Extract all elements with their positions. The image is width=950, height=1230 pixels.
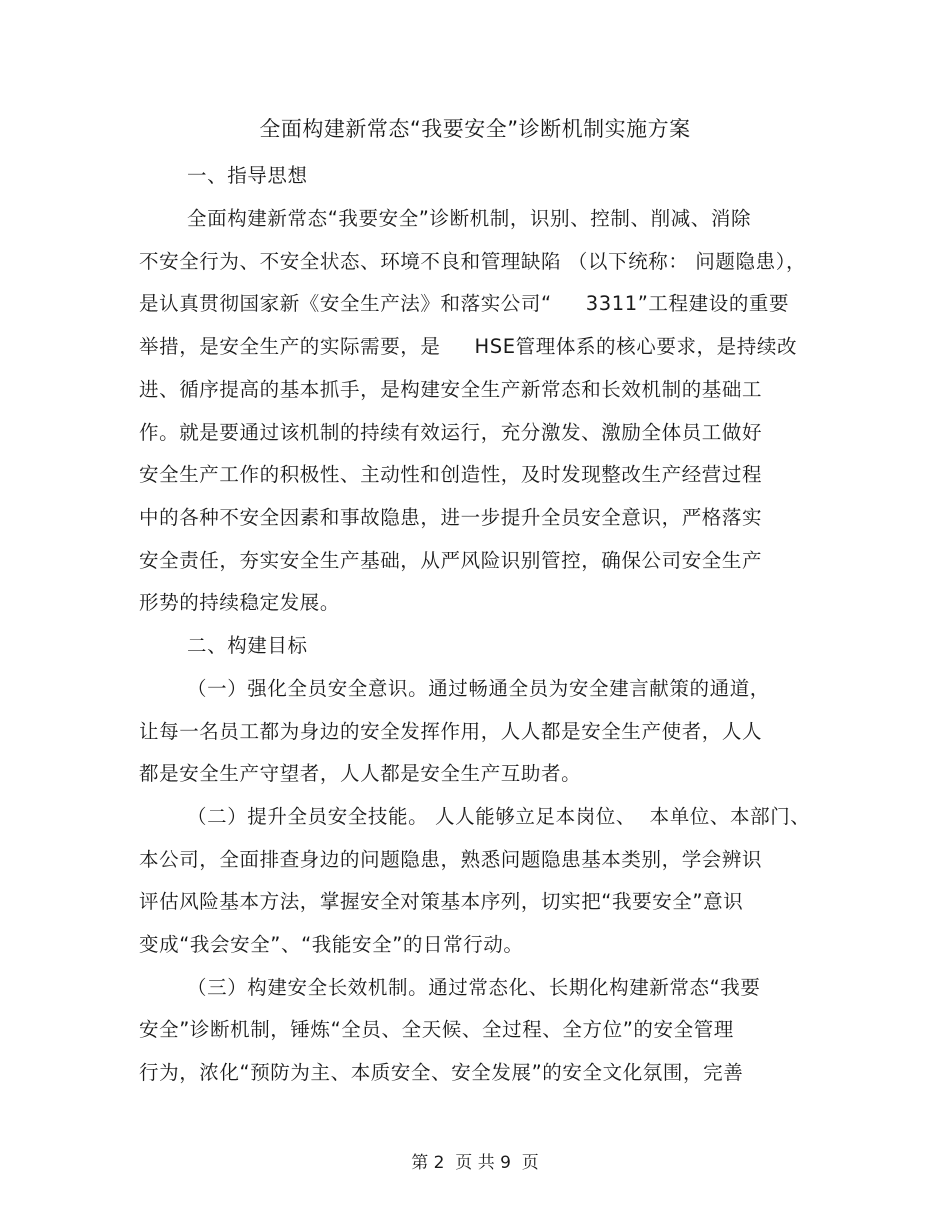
section-heading-guiding-thought: 一、指导思想 [187,164,308,187]
paragraph-line: （二）提升全员安全技能。 人人能够立足本岗位、 本单位、本部门、 [187,805,811,828]
paragraph-line: 举措，是安全生产的实际需要，是 HSE管理体系的核心要求，是持续改 [139,335,798,358]
paragraph-line: 评估风险基本方法，掌握安全对策基本序列，切实把“我要安全”意识 [139,890,744,913]
paragraph-line: 中的各种不安全因素和事故隐患，进一步提升全员安全意识，严格落实 [139,506,763,529]
paragraph-line: （一）强化全员安全意识。通过畅通全员为安全建言献策的通道， [187,677,770,700]
paragraph-line: 变成“我会安全”、“我能安全”的日常行动。 [139,933,524,956]
paragraph-line: 作。就是要通过该机制的持续有效运行，充分激发、激励全体员工做好 [139,421,763,444]
document-title: 全面构建新常态“我要安全”诊断机制实施方案 [259,117,691,141]
paragraph-line: 都是安全生产守望者，人人都是安全生产互助者。 [139,762,582,785]
paragraph-line: 安全生产工作的积极性、主动性和创造性，及时发现整改生产经营过程 [139,463,763,486]
paragraph-line: 安全”诊断机制，锤炼“全员、全天候、全过程、全方位”的安全管理 [139,1018,734,1041]
paragraph-line: 让每一名员工都为身边的安全发挥作用，人人都是安全生产使者，人人 [139,720,763,743]
paragraph-line: 形势的持续稳定发展。 [139,591,341,614]
paragraph-line: 是认真贯彻国家新《安全生产法》和落实公司“ 3311”工程建设的重要 [139,292,790,315]
paragraph-line: 不安全行为、不安全状态、环境不良和管理缺陷 （以下统称： 问题隐患）， [139,250,807,273]
paragraph-line: （三）构建安全长效机制。通过常态化、长期化构建新常态“我要 [187,976,761,999]
paragraph-line: 安全责任，夯实安全生产基础，从严风险识别管控，确保公司安全生产 [139,549,763,572]
section-heading-goals: 二、构建目标 [187,634,308,657]
paragraph-line: 行为，浓化“预防为主、本质安全、安全发展”的安全文化氛围，完善 [139,1061,744,1084]
paragraph-line: 全面构建新常态“我要安全”诊断机制，识别、控制、削减、消除 [187,207,752,230]
paragraph-line: 本公司，全面排查身边的问题隐患，熟悉问题隐患基本类别，学会辨识 [139,848,763,871]
paragraph-line: 进、循序提高的基本抓手，是构建安全生产新常态和长效机制的基础工 [139,378,763,401]
page-footer: 第 2 页 共 9 页 [411,1153,539,1173]
